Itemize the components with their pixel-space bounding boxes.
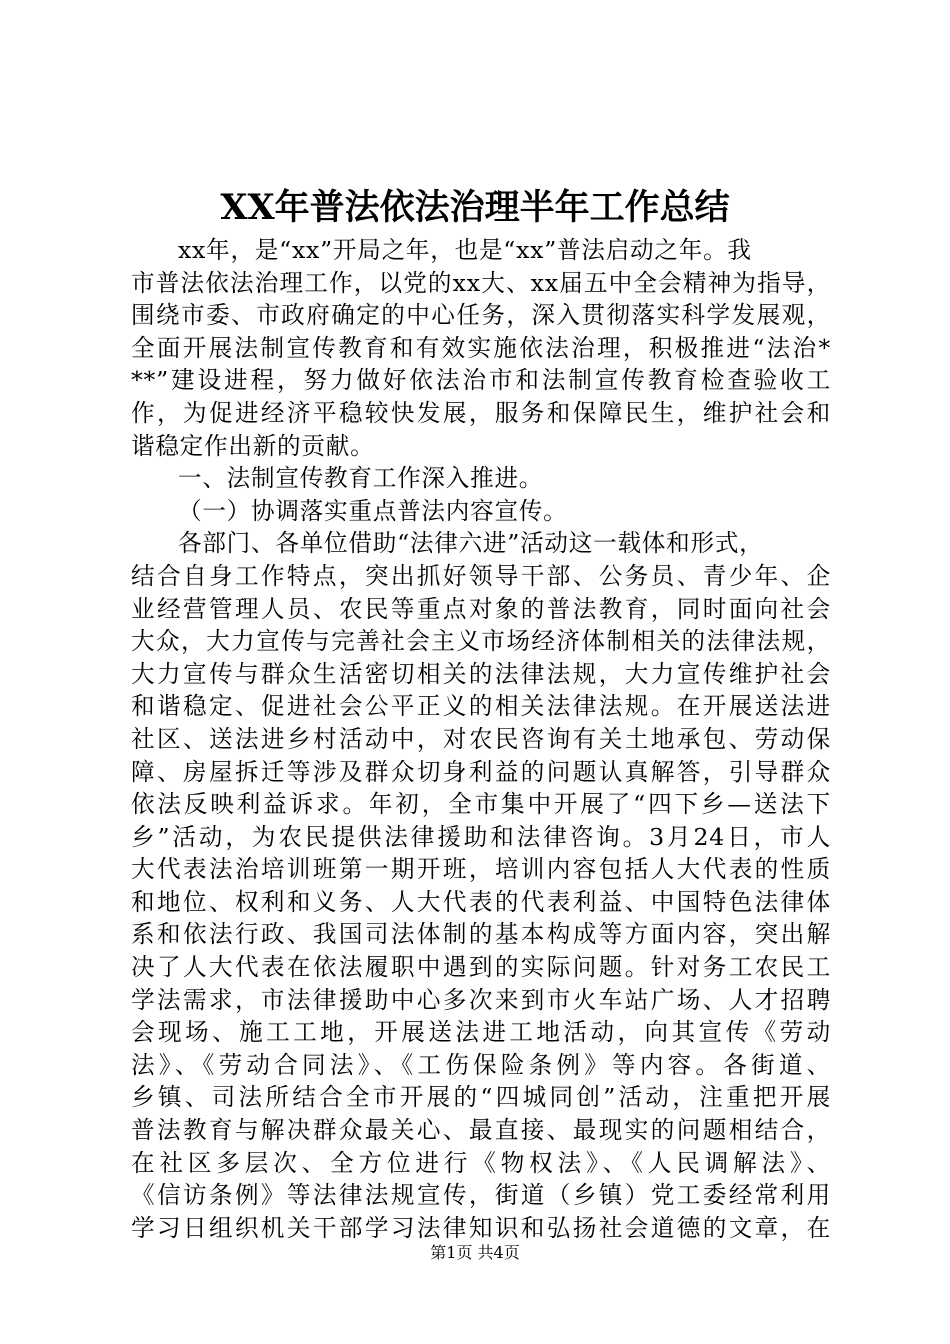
paragraph-line: 乡镇、司法所结合全市开展的“四城同创”活动，注重把开展	[131, 1083, 831, 1112]
paragraph-line: 普法教育与解决群众最关心、最直接、最现实的问题相结合，	[131, 1116, 831, 1145]
paragraph-line: 社区、送法进乡村活动中，对农民咨询有关土地承包、劳动保	[131, 724, 831, 753]
paragraph-line: **”建设进程，努力做好依法治市和法制宣传教育检查验收工	[131, 366, 831, 395]
paragraph-line: 和谐稳定、促进社会公平正义的相关法律法规。在开展送法进	[131, 692, 831, 721]
paragraph-line: 各部门、各单位借助“法律六进”活动这一载体和形式，	[178, 529, 764, 558]
paragraph-line: 学法需求，市法律援助中心多次来到市火车站广场、人才招聘	[131, 985, 831, 1014]
subsection-heading: （一）协调落实重点普法内容宣传。	[178, 496, 568, 525]
paragraph-line: 大代表法治培训班第一期开班，培训内容包括人大代表的性质	[131, 855, 831, 884]
section-heading: 一、法制宣传教育工作深入推进。	[178, 464, 544, 493]
paragraph-line: 会现场、施工工地，开展送法进工地活动，向其宣传《劳动	[131, 1018, 831, 1047]
paragraph-line: 全面开展法制宣传教育和有效实施依法治理，积极推进“法治*	[131, 333, 831, 362]
paragraph-line: xx年，是“xx”开局之年，也是“xx”普法启动之年。我	[178, 236, 752, 264]
paragraph-line: 乡”活动，为农民提供法律援助和法律咨询。3月24日，市人	[131, 822, 831, 851]
paragraph-line: 障、房屋拆迁等涉及群众切身利益的问题认真解答，引导群众	[131, 757, 831, 786]
paragraph-line: 决了人大代表在依法履职中遇到的实际问题。针对务工农民工	[131, 953, 831, 982]
paragraph-line: 结合自身工作特点，突出抓好领导干部、公务员、青少年、企	[131, 561, 831, 590]
paragraph-line: 大力宣传与群众生活密切相关的法律法规，大力宣传维护社会	[131, 659, 831, 688]
paragraph-line: 法》、《劳动合同法》、《工伤保险条例》等内容。各街道、	[131, 1050, 831, 1079]
document-title: XX年普法依法治理半年工作总结	[220, 187, 730, 228]
paragraph-line: 作，为促进经济平稳较快发展，服务和保障民生，维护社会和	[131, 398, 831, 427]
paragraph-line: 系和依法行政、我国司法体制的基本构成等方面内容，突出解	[131, 920, 831, 949]
paragraph-line: 在社区多层次、全方位进行《物权法》、《人民调解法》、	[131, 1148, 831, 1177]
paragraph-line: 市普法依法治理工作，以党的xx大、xx届五中全会精神为指导，	[131, 268, 831, 297]
paragraph-line: 和地位、权利和义务、人大代表的代表利益、中国特色法律体	[131, 887, 831, 916]
paragraph-line: 业经营管理人员、农民等重点对象的普法教育，同时面向社会	[131, 594, 831, 623]
paragraph-line: 《信访条例》等法律法规宣传，街道（乡镇）党工委经常利用	[131, 1181, 831, 1210]
page-number-footer: 第1页 共4页	[430, 1243, 520, 1262]
paragraph-line: 大众，大力宣传与完善社会主义市场经济体制相关的法律法规，	[131, 627, 831, 656]
paragraph-line: 围绕市委、市政府确定的中心任务，深入贯彻落实科学发展观，	[131, 301, 831, 330]
paragraph-line: 谐稳定作出新的贡献。	[131, 431, 375, 460]
paragraph-line: 学习日组织机关干部学习法律知识和弘扬社会道德的文章，在	[131, 1213, 831, 1242]
document-body	[131, 234, 831, 1244]
paragraph-line: 依法反映利益诉求。年初，全市集中开展了“四下乡—送法下	[131, 790, 831, 819]
